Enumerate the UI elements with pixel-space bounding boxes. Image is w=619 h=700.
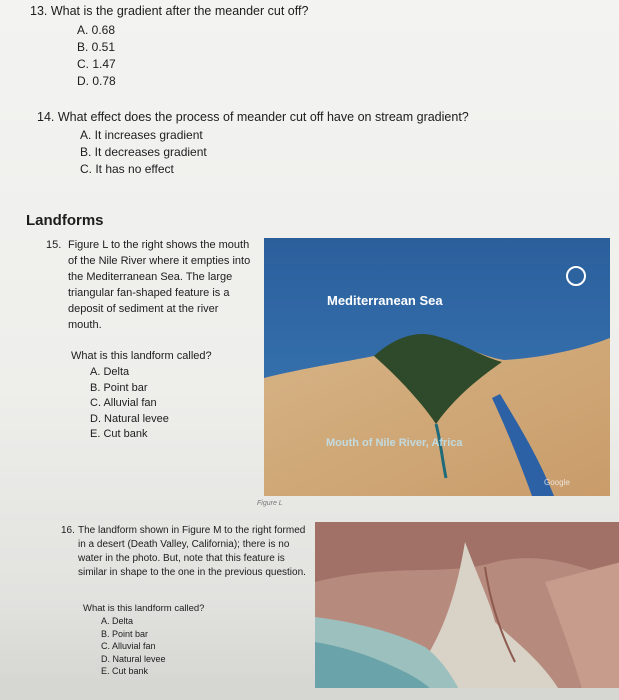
figure-overlay-caption: Mouth of Nile River, Africa <box>326 437 463 449</box>
question-15-options <box>90 365 169 443</box>
figure-l-caption: Figure L <box>257 500 283 507</box>
question-text: The landform shown in Figure M to the right formed in a desert (Death Valley, California); there is no water in the photo. But, note that this feature is similar in shape to the one in the previous question. <box>78 525 306 578</box>
question-number: 16. <box>61 525 75 536</box>
option: A. 0.68 <box>77 23 116 37</box>
question-16 <box>61 524 306 580</box>
option: D. Natural levee <box>90 412 169 425</box>
option: E. Cut bank <box>101 666 149 676</box>
option: A. It increases gradient <box>80 128 203 142</box>
question-16-prompt: What is this landform called? <box>83 603 205 614</box>
section-title: Landforms <box>26 212 104 229</box>
question-16-options <box>101 615 166 678</box>
nile-delta-image <box>264 238 610 496</box>
option: C. It has no effect <box>80 162 174 176</box>
figure-l-nile-delta <box>264 238 610 496</box>
option: D. 0.78 <box>77 74 116 88</box>
option: B. 0.51 <box>77 40 116 54</box>
question-14-options <box>80 127 207 178</box>
question-14: 14. What effect does the process of meander cut off have on stream gradient? <box>37 110 469 124</box>
question-15-prompt: What is this landform called? <box>71 350 212 362</box>
question-13: 13. What is the gradient after the meander cut off? <box>30 4 309 18</box>
option: B. Point bar <box>101 628 149 639</box>
question-15 <box>46 237 252 333</box>
option: A. Delta <box>90 366 130 378</box>
figure-m-alluvial-fan <box>315 522 619 700</box>
option: E. Cut bank <box>90 428 148 440</box>
option: D. Natural levee <box>101 653 166 664</box>
bottom-edge <box>0 688 619 700</box>
option: A. Delta <box>101 616 134 626</box>
question-number: 15. <box>46 239 62 251</box>
option: B. It decreases gradient <box>80 145 207 159</box>
option: C. 1.47 <box>77 57 116 71</box>
option: B. Point bar <box>90 381 148 394</box>
option: C. Alluvial fan <box>90 397 157 409</box>
map-watermark: Google <box>544 478 570 487</box>
option: C. Alluvial fan <box>101 641 156 651</box>
question-13-options <box>77 22 116 90</box>
sea-label: Mediterranean Sea <box>327 293 443 308</box>
alluvial-fan-image <box>315 522 619 700</box>
question-text: Figure L to the right shows the mouth of the Nile River where it empties into the Mediterranean Sea. The large triangular fan-shaped feature is a deposit of sediment at the river mouth. <box>68 239 251 331</box>
